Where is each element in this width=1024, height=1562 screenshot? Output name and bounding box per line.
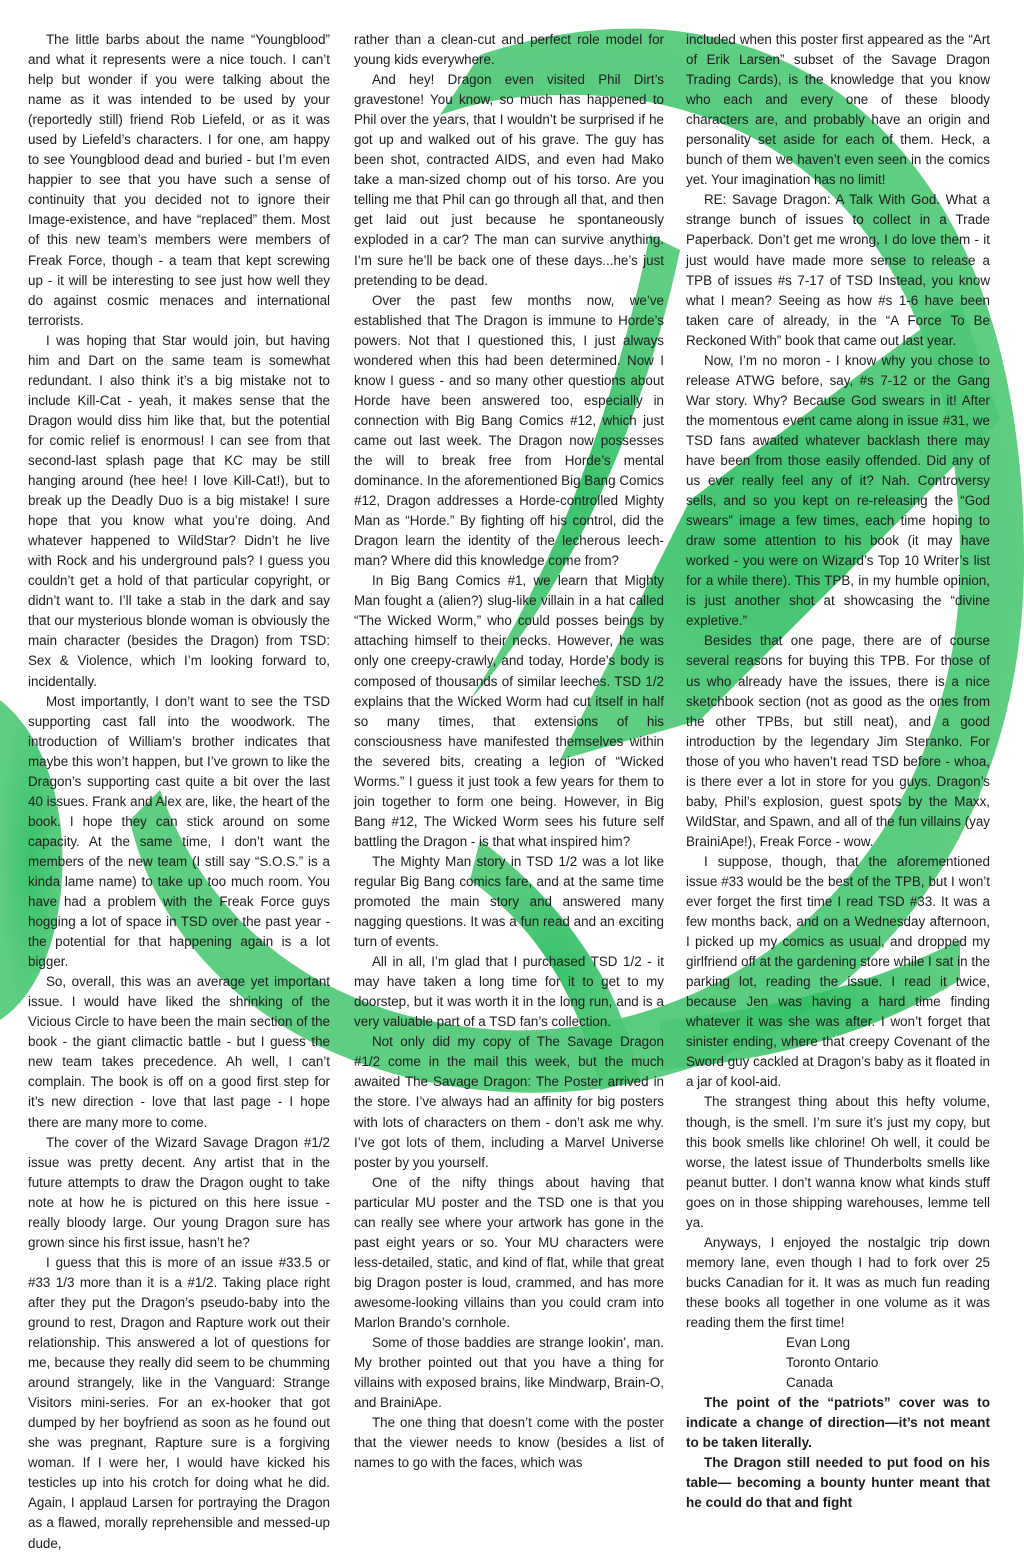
paragraph: rather than a clean-cut and perfect role model for young kids everywhere. <box>354 32 664 68</box>
editor-reply: The point of the “patriots” cover was to indicate a change of direction—it’s not meant to be taken literally. <box>686 1395 990 1451</box>
signature-city: Toronto Ontario <box>786 1355 879 1371</box>
column-2 <box>354 30 664 1473</box>
paragraph: All in all, I’m glad that I purchased TSD 1/2 - it may have taken a long time for it to get to my doorstep, but it was worth it in the long run, and is a very valuable part of a TSD fan’s collection. <box>354 954 664 1030</box>
paragraph: Now, I’m no moron - I know why you chose to release ATWG before, say, #s 7-12 or the Gang War story. Why? Because God swears in it! After the momentous event came along in issue #31, we TSD fans awaited whatever backlash there may have been from those easily offended. Did any of us ever really feel any of it? Nah. Controversy sells, and so you kept on re-releasing the “God swears” image a few times, each time hoping to draw some attention to his book (it may have worked - you were on Wizard’s Top 10 Writer’s list for a while there). This TPB, in my humble opinion, is just another shot at showcasing the “divine expletive.” <box>686 352 990 629</box>
paragraph: I guess that this is more of an issue #33.5 or #33 1/3 more than it is a #1/2. Taking place right after they put the Dragon’s pseudo-baby into the ground to rest, Dragon and Rapture work out their relationship. This answered a lot of questions for me, because they really did seem to be chumming around strangely, like in the Vanguard: Strange Visitors mini-series. For an ex-hooker that got dumped by her boyfriend as soon as he found out she was pregnant, Rapture sure is a forgiving woman. If I were her, I would have kicked his testicles up into his crotch for doing what he did. Again, I applaud Larsen for portraying the Dragon as a flawed, morally reprehensible and messed-up dude, <box>28 1254 330 1551</box>
column-1 <box>28 30 330 1554</box>
paragraph: Besides that one page, there are of course several reasons for buying this TPB. For those of us who already have the issues, there is a nice sketchbook section (not as good as the ones from the other TPBs, but still neat), and a good introduction by the legendary Jim Steranko. For those of you who haven’t read TSD before - whoa, is there ever a lot in store for you guys. Dragon’s baby, Phil’s explosion, guest spots by the Maxx, WildStar, and Spawn, and all of the fun villains (yay BrainiApe!), Freak Force - wow. <box>686 633 990 849</box>
paragraph: Not only did my copy of The Savage Dragon #1/2 come in the mail this week, but the much awaited The Savage Dragon: The Poster arrived in the store. I’ve always had an affinity for big posters with lots of characters on them - don’t ask me why. I’ve got lots of them, including a Marvel Universe poster by you yourself. <box>354 1034 664 1170</box>
paragraph: In Big Bang Comics #1, we learn that Mighty Man fought a (alien?) slug-like villain in a hat called “The Wicked Worm,” who could posses beings by attaching himself to their necks. However, he was only one creepy-crawly, and today, Horde’s body is composed of thousands of similar leeches. TSD 1/2 explains that the Wicked Worm had cut itself in half so many times, that extensions of his consciousness have manifested themselves within the severed bits, creating a legion of “Wicked Worms.” I guess it just took a few years for them to join together to form one being. However, in Big Bang #12, The Wicked Worm sees his future self battling the Dragon - is that what inspired him? <box>354 573 664 849</box>
editor-reply: The Dragon still needed to put food on his table— becoming a bounty hunter meant that he could do that and fight <box>686 1455 990 1511</box>
paragraph: The little barbs about the name “Youngblood” and what it represents were a nice touch. I can’t help but wonder if you were talking about the name as it was intended to be used by your (reportedly still) friend Rob Liefeld, or as it was used by Liefeld’s characters. I for one, am happy to see Youngblood dead and buried - but I’m even happier to see that you have such a sense of continuity that you decided not to ignore their Image-existence, and have “replaced” them. Most of this new team’s members were members of Freak Force, though - a team that kept screwing up - it will be interesting to see just how well they do against cosmic menaces and international terrorists. <box>28 32 330 328</box>
signature-name: Evan Long <box>786 1335 851 1351</box>
column-3 <box>686 30 990 1513</box>
paragraph: The one thing that doesn’t come with the poster that the viewer needs to know (besides a list of names to go with the faces, which was <box>354 1415 664 1471</box>
paragraph: The cover of the Wizard Savage Dragon #1/2 issue was pretty decent. Any artist that in the future attempts to draw the Dragon ought to take note at how he is pictured on this here issue - really bloody large. Our young Dragon sure has grown since his first issue, hasn’t he? <box>28 1134 330 1250</box>
paragraph: The Mighty Man story in TSD 1/2 was a lot like regular Big Bang comics fare, and at the same time promoted the main story and answered many nagging questions. It was a fun read and an exciting turn of events. <box>354 853 664 950</box>
paragraph: Over the past few months now, we’ve established that The Dragon is immune to Horde’s powers. Not that I questioned this, I just always wondered when this had been determined. Now I know I guess - and so many other questions about Horde have been answered too, especially in connection with Big Bang Comics #12, which just came out last week. The Dragon now possesses the will to break free from Horde’s mental dominance. In the aforementioned Big Bang Comics #12, Dragon addresses a Horde-controlled Mighty Man as “Horde.” By fighting off his control, did the Dragon learn the identity of the lecherous leech-man? Where did this knowledge come from? <box>354 292 664 569</box>
paragraph: One of the nifty things about having that particular MU poster and the TSD one is that you can really see where your artwork has gone in the past eight years or so. Your MU characters were less-detailed, static, and kind of flat, while that great big Dragon poster is loud, crammed, and has more awesome-looking villains than you could cram into Marlon Brando’s cornhole. <box>354 1174 664 1330</box>
paragraph: And hey! Dragon even visited Phil Dirt’s gravestone! You know, so much has happened to Phil over the years, that I wouldn’t be surprised if he got up and walked out of his grave. The guy has been shot, contracted AIDS, and even had Mako take a man-sized chomp out of his torso. Are you telling me that Phil can go through all that, and then get laid out just because he spontaneously exploded in a car? The man can survive anything. I’m sure he’ll be back one of these days...he’s just pretending to be dead. <box>354 72 664 288</box>
paragraph: Some of those baddies are strange lookin’, man. My brother pointed out that you have a thing for villains with exposed brains, like Mindwarp, Brain-O, and BrainiApe. <box>354 1335 664 1411</box>
signature-country: Canada <box>786 1375 833 1391</box>
paragraph: Most importantly, I don’t want to see the TSD supporting cast fall into the woodwork. The introduction of William’s brother indicates that maybe this won’t happen, but I’ve grown to like the Dragon’s supporting cast quite a bit over the last 40 issues. Frank and Alex are, like, the heart of the book. I hope they can stick around on some capacity. At the same time, I don’t want the members of the new team (I still say “S.O.S.” is a kinda lame name) to take up too much room. You have had a problem with the Freak Force guys hogging a lot of space in TSD over the past year - the potential for that happening again is a lot bigger. <box>28 693 330 970</box>
paragraph: included when this poster first appeared as the “Art of Erik Larsen” subset of the Savage Dragon Trading Cards), is the knowledge that you know who each and every one of these bloody characters are, and probably have an origin and personality set aside for each of them. Heck, a bunch of them we haven’t even seen in the comics yet. Your imagination has no limit! <box>686 32 990 188</box>
paragraph: So, overall, this was an average yet important issue. I would have liked the shrinking of the Vicious Circle to have been the main section of the book - the giant climactic battle - but I guess the new team takes precedence. Ah well, I can’t complain. The book is off on a good first step for it’s new direction - love that last page - I hope there are many more to come. <box>28 974 330 1130</box>
paragraph: I was hoping that Star would join, but having him and Dart on the same team is somewhat redundant. I also think it’s a big mistake not to include Kill-Cat - yeah, it makes sense that the Dragon would diss him like that, but the potential for comic relief is enormous! I can see from that second-last splash page that KC may be still hanging around (hee hee! I love Kill-Cat!), but to break up the Deadly Duo is a big mistake! I sure hope that you know what you’re doing. And whatever happened to WildStar? Didn’t he live with Rock and his underground pals? I guess you couldn’t get a hold of that particular copyright, or didn’t want to. I’ll take a stab in the dark and say that our mysterious blonde woman is obviously the main character (besides the Dragon) from TSD: Sex & Violence, which I’m looking forward to, incidentally. <box>28 332 330 689</box>
paragraph: I suppose, though, that the aforementioned issue #33 would be the best of the TPB, but I won’t ever forget the first time I read TSD #33. It was a few months back, and on a Wednesday afternoon, I picked up my comics as usual, and dropped my girlfriend off at the gardening store while I sat in the parking lot, reading the issue. I read it twice, because Jen was having a hard time finding whatever it was she was after. I won’t forget that sinister ending, where that creepy Covenant of the Sword guy cackled at Dragon’s baby as it floated in a jar of kool-aid. <box>686 853 990 1090</box>
paragraph: RE: Savage Dragon: A Talk With God. What a strange bunch of issues to collect in a Trade Paperback. Don’t get me wrong, I do love them - it just would have made more sense to release a TPB of issues #s 7-17 of TSD Instead, you know what I mean? Seeing as how #s 1-6 have been taken care of already, in the “A Force To Be Reckoned With” book that came out last year. <box>686 192 990 348</box>
paragraph: Anyways, I enjoyed the nostalgic trip down memory lane, even though I had to fork over 25 bucks Canadian for it. It was as much fun reading these books all together in one volume as it was reading them the first time! <box>686 1234 990 1330</box>
paragraph: The strangest thing about this hefty volume, though, is the smell. I’m sure it’s just my copy, but this book smells like chlorine! Oh well, it could be worse, the latest issue of Thunderbolts smells like peanut butter. I don’t wanna know what kinds stuff goes on in those shipping warehouses, lemme tell ya. <box>686 1094 990 1230</box>
